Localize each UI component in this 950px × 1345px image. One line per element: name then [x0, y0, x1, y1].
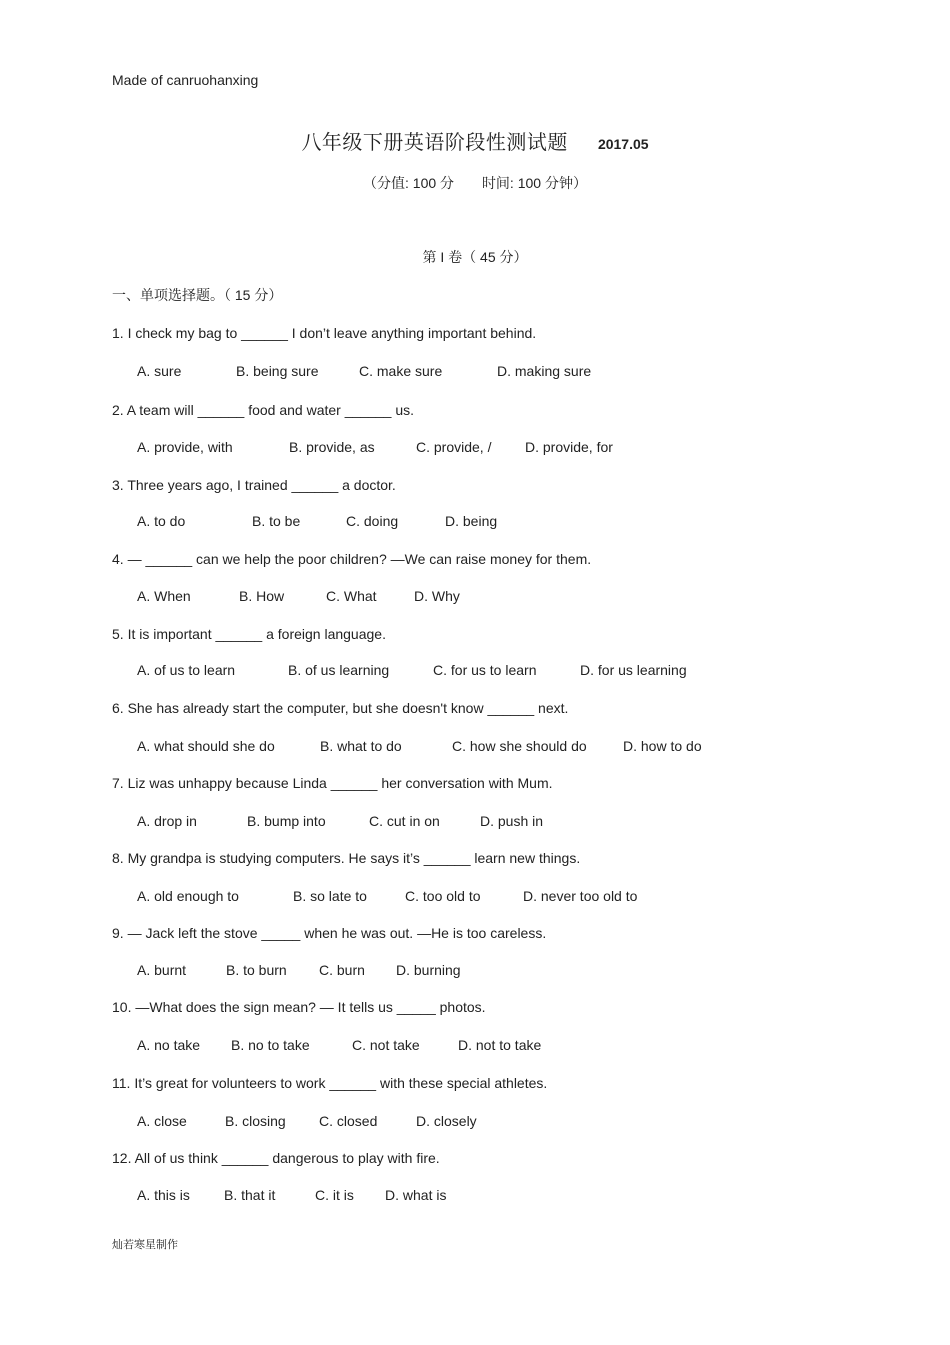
option-c: C. doing [346, 513, 399, 529]
option-b: B. no to take [231, 1037, 310, 1053]
question-options [137, 738, 702, 754]
question-stem: 8. My grandpa is studying computers. He says it’s ______ learn new things. [112, 850, 581, 866]
question-options [137, 662, 687, 678]
option-b: B. so late to [293, 888, 367, 904]
header-note: Made of canruohanxing [112, 72, 259, 88]
question-stem: 5. It is important ______ a foreign language. [112, 626, 386, 642]
question-stem: 2. A team will ______ food and water ______ us. [112, 402, 414, 418]
option-a: A. old enough to [137, 888, 239, 904]
question-options [137, 588, 460, 604]
option-b: B. How [239, 588, 285, 604]
option-c: C. how she should do [452, 738, 587, 754]
question-stem: 10. —What does the sign mean? — It tells us _____ photos. [112, 999, 486, 1015]
option-c: C. burn [319, 962, 365, 978]
exam-date: 2017.05 [597, 136, 649, 152]
option-a: A. drop in [137, 813, 197, 829]
option-a: A. of us to learn [137, 662, 236, 678]
question-options [137, 813, 543, 829]
title-row [0, 126, 950, 155]
option-b: B. being sure [236, 363, 319, 379]
question-stem: 4. — ______ can we help the poor children? —We can raise money for them. [112, 551, 592, 567]
option-b: B. what to do [320, 738, 402, 754]
option-d: D. making sure [497, 363, 592, 379]
question-stem: 11. It’s great for volunteers to work ______ with these special athletes. [112, 1075, 548, 1091]
option-a: A. what should she do [137, 738, 275, 754]
option-a: A. to do [137, 513, 186, 529]
option-a: A. this is [137, 1187, 190, 1203]
option-d: D. for us learning [580, 662, 687, 678]
option-a: A. provide, with [137, 439, 233, 455]
option-c: C. What [326, 588, 377, 604]
question-options [137, 439, 613, 455]
question-options [137, 962, 461, 978]
question-options [137, 888, 637, 904]
option-d: D. provide, for [525, 439, 613, 455]
option-a: A. When [137, 588, 191, 604]
score-info: （分值: 100 分 [363, 175, 455, 191]
option-d: D. closely [416, 1113, 477, 1129]
option-b: B. provide, as [289, 439, 375, 455]
question-options [137, 1037, 541, 1053]
question-stem: 1. I check my bag to ______ I don’t leave anything important behind. [112, 325, 537, 341]
option-c: C. closed [319, 1113, 378, 1129]
option-c: C. for us to learn [433, 662, 537, 678]
question-stem: 6. She has already start the computer, but she doesn't know ______ next. [112, 700, 569, 716]
question-stem: 3. Three years ago, I trained ______ a doctor. [112, 477, 396, 493]
question-options [137, 513, 497, 529]
option-d: D. how to do [623, 738, 702, 754]
time-info: 时间: 100 分钟） [481, 175, 587, 191]
option-d: D. being [445, 513, 498, 529]
question-options [137, 1113, 477, 1129]
option-b: B. to be [252, 513, 301, 529]
page-title: 八年级下册英语阶段性测试题 [301, 130, 568, 154]
option-d: D. what is [385, 1187, 447, 1203]
option-d: D. burning [396, 962, 461, 978]
option-a: A. sure [137, 363, 182, 379]
option-b: B. that it [224, 1187, 276, 1203]
option-c: C. cut in on [369, 813, 440, 829]
option-c: C. make sure [359, 363, 443, 379]
option-c: C. it is [315, 1187, 354, 1203]
option-a: A. burnt [137, 962, 187, 978]
volume-heading: 第 I 卷（ 45 分） [422, 249, 528, 265]
option-c: C. not take [352, 1037, 420, 1053]
question-options [137, 1187, 446, 1203]
exam-meta [0, 173, 950, 193]
option-b: B. bump into [247, 813, 326, 829]
question-stem: 7. Liz was unhappy because Linda ______ her conversation with Mum. [112, 775, 553, 791]
option-d: D. Why [414, 588, 460, 604]
option-d: D. never too old to [523, 888, 638, 904]
question-options [137, 363, 591, 379]
question-stem: 9. — Jack left the stove _____ when he was out. —He is too careless. [112, 925, 547, 941]
option-b: B. closing [225, 1113, 286, 1129]
option-d: D. not to take [458, 1037, 542, 1053]
option-c: C. provide, / [416, 439, 492, 455]
option-a: A. close [137, 1113, 187, 1129]
option-d: D. push in [480, 813, 544, 829]
section-heading: 一、单项选择题。（ 15 分） [112, 287, 283, 303]
option-b: B. of us learning [288, 662, 390, 678]
option-c: C. too old to [405, 888, 481, 904]
option-a: A. no take [137, 1037, 201, 1053]
option-b: B. to burn [226, 962, 287, 978]
question-stem: 12. All of us think ______ dangerous to play with fire. [112, 1150, 440, 1166]
footer-note: 灿若寒星制作 [112, 1238, 178, 1251]
